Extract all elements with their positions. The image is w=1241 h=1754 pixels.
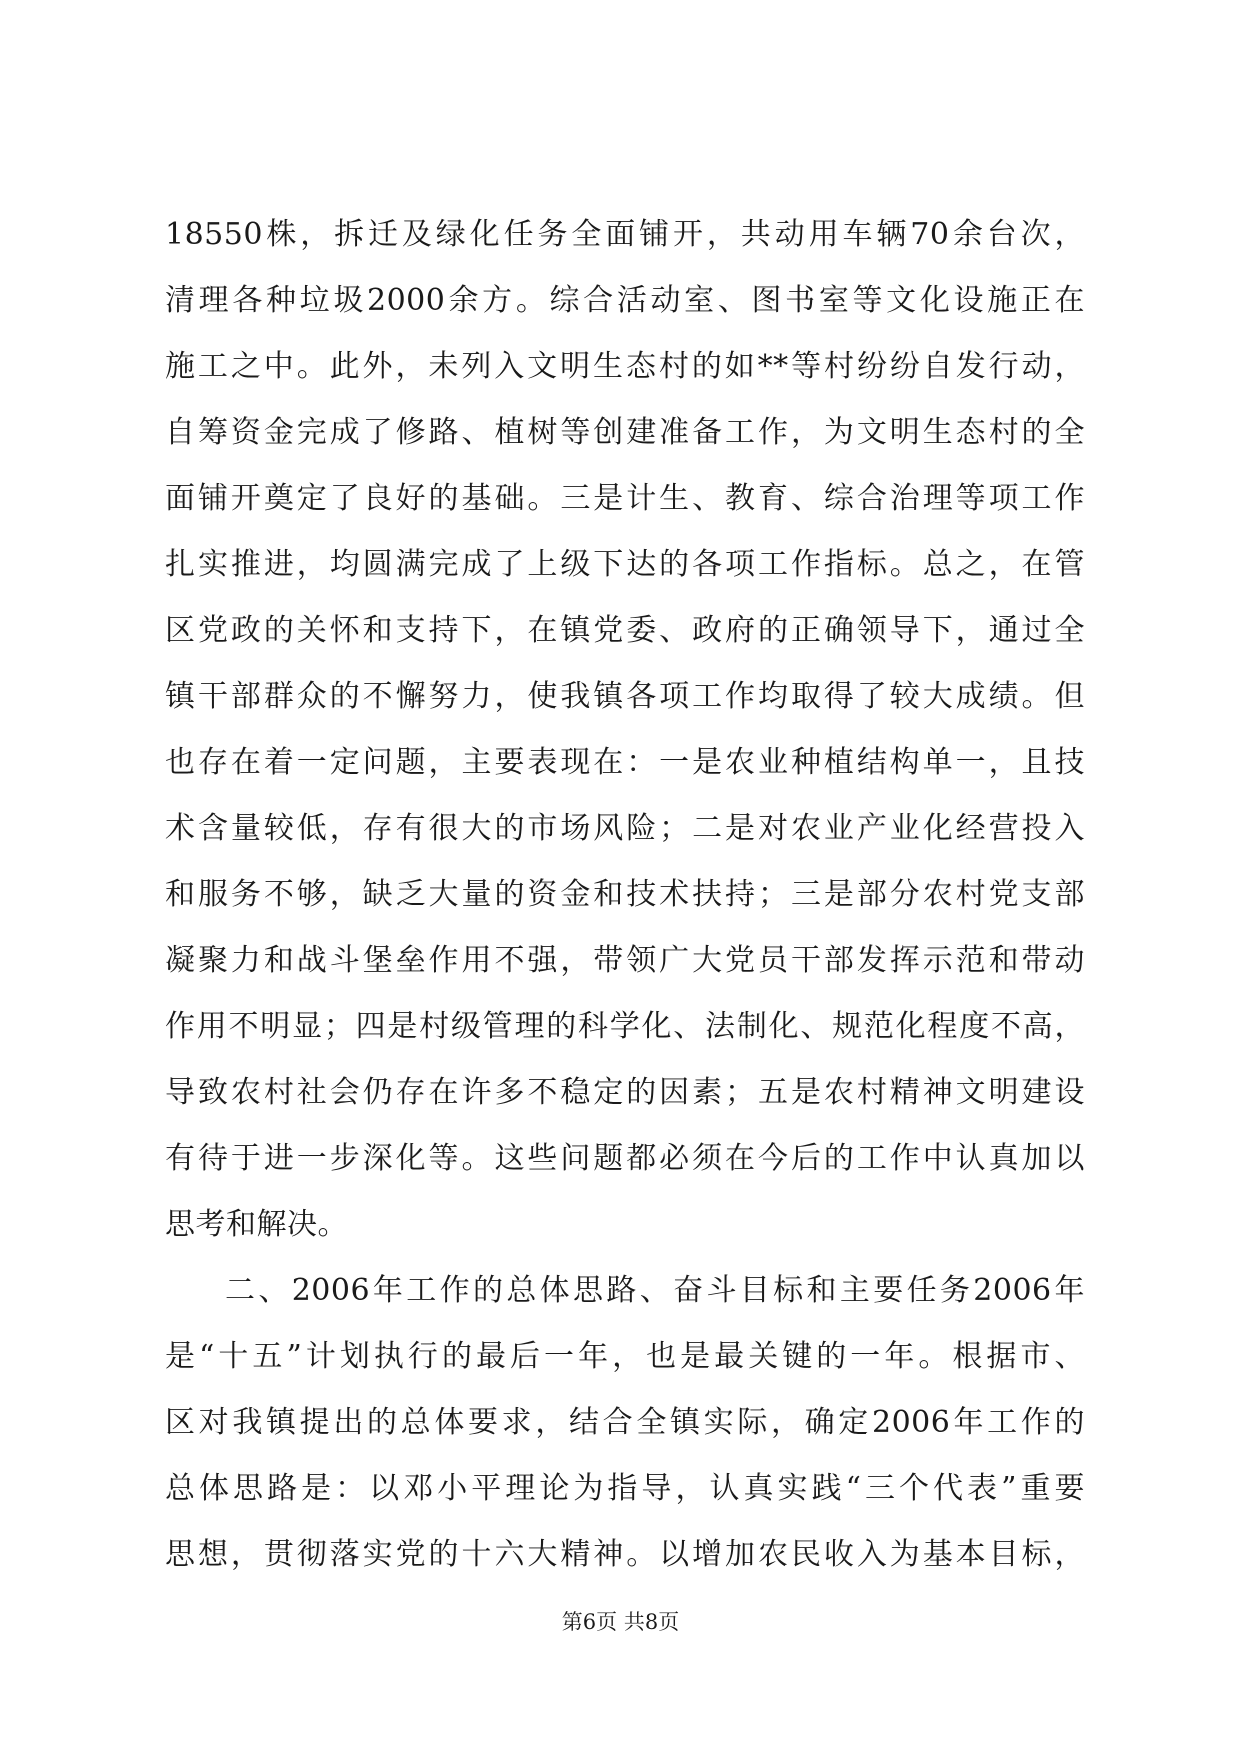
section-heading-line: 二、2006年工作的总体思路、奋斗目标和主要任务2006年 [225,1273,1085,1308]
text-line: 施工之中。此外，未列入文明生态村的如**等村纷纷自发行动， [165,349,1085,384]
text-line: 区党政的关怀和支持下，在镇党委、政府的正确领导下，通过全 [165,613,1085,648]
text-line: 也存在着一定问题，主要表现在：一是农业种植结构单一，且技 [165,745,1085,780]
text-line: 术含量较低，存有很大的市场风险；二是对农业产业化经营投入 [165,811,1085,846]
text-line: 区对我镇提出的总体要求，结合全镇实际，确定2006年工作的 [165,1405,1085,1440]
text-line: 是“十五”计划执行的最后一年，也是最关键的一年。根据市、 [165,1339,1085,1374]
text-line: 18550株，拆迁及绿化任务全面铺开，共动用车辆70余台次， [165,217,1085,252]
text-line: 镇干部群众的不懈努力，使我镇各项工作均取得了较大成绩。但 [165,679,1085,714]
text-line: 扎实推进，均圆满完成了上级下达的各项工作指标。总之，在管 [165,547,1085,582]
body-text [165,202,1085,1588]
text-line: 面铺开奠定了良好的基础。三是计生、教育、综合治理等项工作 [165,481,1085,516]
text-line: 思考和解决。 [165,1207,348,1242]
text-line: 自筹资金完成了修路、植树等创建准备工作，为文明生态村的全 [165,415,1085,450]
text-line: 凝聚力和战斗堡垒作用不强，带领广大党员干部发挥示范和带动 [165,943,1085,978]
text-line: 导致农村社会仍存在许多不稳定的因素；五是农村精神文明建设 [165,1075,1085,1110]
page-number-footer: 第6页 共8页 [561,1610,680,1634]
text-line: 和服务不够，缺乏大量的资金和技术扶持；三是部分农村党支部 [165,877,1085,912]
text-line: 作用不明显；四是村级管理的科学化、法制化、规范化程度不高， [165,1009,1085,1044]
text-line: 总体思路是：以邓小平理论为指导，认真实践“三个代表”重要 [165,1471,1085,1506]
text-line: 思想，贯彻落实党的十六大精神。以增加农民收入为基本目标， [165,1537,1085,1572]
text-line: 清理各种垃圾2000余方。综合活动室、图书室等文化设施正在 [165,283,1085,318]
text-line: 有待于进一步深化等。这些问题都必须在今后的工作中认真加以 [165,1141,1085,1176]
